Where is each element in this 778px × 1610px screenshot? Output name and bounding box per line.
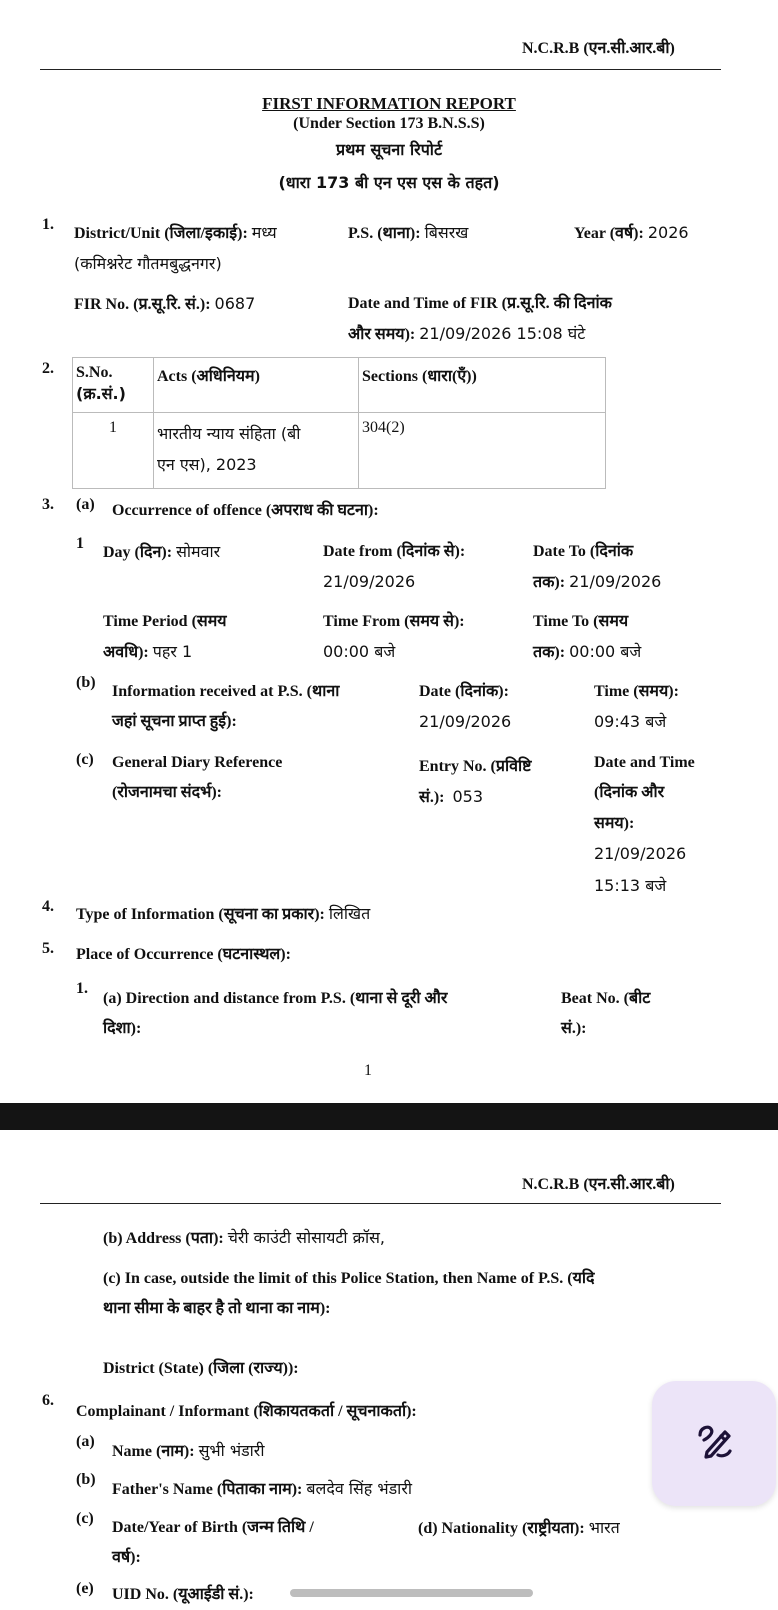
- date-from-label: Date from (दिनांक से):: [323, 543, 466, 560]
- sno-header: [73, 358, 154, 413]
- info-date-value: 21/09/2026: [419, 712, 512, 732]
- direction-distance-line1: (a) Direction and distance from P.S. (थाना से दूरी और: [103, 990, 448, 1007]
- complainant-label: Complainant / Informant (शिकायतकर्ता / सूचनाकर्ता):: [76, 1403, 417, 1420]
- table-row: [73, 413, 606, 489]
- sno-header-hi: (क्र.सं.): [76, 384, 126, 403]
- time-period-value: पहर 1: [152, 642, 193, 662]
- date-from-field: [323, 537, 465, 599]
- row-act-line1: भारतीय न्याय संहिता (बी: [157, 424, 301, 443]
- section-6-number: 6.: [42, 1392, 54, 1409]
- info-type-field: [76, 899, 370, 930]
- district-value-line2: (कमिश्नरेट गौतमबुद्धनगर): [74, 254, 222, 274]
- year-label: Year (वर्ष):: [574, 225, 644, 242]
- gd-reference-label-line1: General Diary Reference: [112, 754, 283, 771]
- direction-distance-line2: दिशा):: [103, 1020, 142, 1038]
- complainant-name-label: Name (नाम):: [112, 1443, 195, 1460]
- acts-table-header: [73, 358, 606, 413]
- time-from-label: Time From (समय से):: [323, 613, 465, 630]
- ncrb-header-page2: N.C.R.B (एन.सी.आर.बी): [522, 1176, 675, 1193]
- fir-datetime-label-line2: और समय):: [348, 326, 416, 344]
- info-date-label: Date (दिनांक):: [419, 683, 509, 700]
- fir-number-label: FIR No. (प्र.सू.रि. सं.):: [74, 296, 211, 313]
- header-rule-page2: [40, 1203, 721, 1204]
- entry-number-value: 053: [452, 787, 484, 807]
- ps-field: [348, 218, 468, 249]
- sno-header-en: S.No.: [76, 364, 113, 381]
- time-period-label: Time Period (समय: [103, 613, 227, 630]
- time-from-value: 00:00 बजे: [323, 642, 396, 662]
- fir-datetime-value: 21/09/2026 15:08 घंटे: [419, 324, 586, 344]
- year-field: [574, 218, 689, 249]
- page-number: 1: [364, 1062, 372, 1079]
- father-name-label: Father's Name (पिताका नाम):: [112, 1481, 303, 1498]
- entry-number-field: [419, 752, 532, 814]
- place-row-number: 1.: [76, 980, 88, 997]
- gd-date-value: 21/09/2026: [594, 844, 687, 864]
- direction-distance-label: [103, 984, 533, 1045]
- address-label: (b) Address (पता):: [103, 1230, 224, 1247]
- date-to-field: [533, 537, 661, 599]
- info-received-label: [112, 677, 392, 738]
- info-received-label-line2: जहां सूचना प्राप्त हुई):: [112, 713, 237, 731]
- section-6e-marker: (e): [76, 1580, 94, 1597]
- page-separator: [0, 1103, 778, 1130]
- beat-number-line2: सं.):: [561, 1020, 587, 1038]
- section-6a-marker: (a): [76, 1433, 95, 1450]
- year-value: 2026: [647, 223, 689, 242]
- outside-limit-line1: (c) In case, outside the limit of this Police Station, then Name of P.S. (यदि: [103, 1270, 595, 1287]
- info-type-value: लिखित: [328, 904, 371, 923]
- report-title-hindi: प्रथम सूचना रिपोर्ट: [335, 140, 443, 159]
- info-received-label-line1: Information received at P.S. (थाना: [112, 683, 340, 700]
- entry-number-label: Entry No. (प्रविष्टि: [419, 758, 532, 775]
- district-state-label: District (State) (जिला (राज्य)):: [103, 1360, 299, 1377]
- ps-label: P.S. (थाना):: [348, 225, 421, 242]
- row-act-line2: एन एस), 2023: [157, 455, 257, 475]
- time-to-label-line2: तक):: [533, 644, 566, 662]
- occurrence-row-number: 1: [76, 535, 84, 552]
- acts-table: [72, 357, 606, 489]
- section-3c-marker: (c): [76, 751, 94, 768]
- report-title: FIRST INFORMATION REPORT: [262, 94, 516, 113]
- gd-datetime-field: [594, 748, 695, 902]
- info-date-field: [419, 677, 511, 739]
- complainant-name-field: [112, 1436, 265, 1467]
- report-subtitle: (Under Section 173 B.N.S.S): [293, 115, 485, 132]
- section-1-number: 1.: [42, 216, 54, 233]
- section-3-number: 3.: [42, 496, 54, 513]
- time-to-value: 00:00 बजे: [569, 642, 642, 662]
- dob-label-line1: Date/Year of Birth (जन्म तिथि /: [112, 1519, 314, 1536]
- fir-number-field: [74, 289, 255, 320]
- time-period-field: [103, 607, 227, 669]
- place-of-occurrence-label: Place of Occurrence (घटनास्थल):: [76, 946, 291, 963]
- section-5-number: 5.: [42, 940, 54, 957]
- section-2-number: 2.: [42, 360, 54, 377]
- acts-header: [154, 358, 359, 413]
- info-time-field: [594, 677, 679, 739]
- time-to-label: Time To (समय: [533, 613, 629, 630]
- father-name-value: बलदेव सिंह भंडारी: [306, 1479, 413, 1498]
- beat-number-label: [561, 984, 650, 1045]
- fir-number-value: 0687: [214, 294, 256, 313]
- edit-fab-button[interactable]: [652, 1381, 776, 1506]
- gd-datetime-label-line2: (दिनांक और: [594, 784, 665, 802]
- day-field: [103, 537, 220, 568]
- date-to-value: 21/09/2026: [569, 572, 662, 592]
- time-from-field: [323, 607, 465, 669]
- row-act: [154, 413, 359, 489]
- address-field: [103, 1223, 385, 1254]
- section-3b-marker: (b): [76, 674, 96, 691]
- ps-value: बिसरख: [424, 223, 469, 242]
- date-to-label: Date To (दिनांक: [533, 543, 634, 560]
- date-from-value: 21/09/2026: [323, 572, 416, 592]
- fir-datetime-label: Date and Time of FIR (प्र.सू.रि. की दिनांक: [348, 295, 612, 312]
- dob-label-line2: वर्ष):: [112, 1549, 141, 1567]
- section-6c-marker: (c): [76, 1510, 94, 1527]
- nationality-label: (d) Nationality (राष्ट्रीयता):: [418, 1520, 585, 1537]
- beat-number-line1: Beat No. (बीट: [561, 990, 651, 1007]
- row-section: 304(2): [359, 413, 606, 489]
- nationality-field: [418, 1513, 620, 1544]
- section-4-number: 4.: [42, 898, 54, 915]
- sections-header-text: Sections (धारा(एँ)): [362, 368, 477, 385]
- gd-reference-label: [112, 748, 282, 809]
- gd-time-value: 15:13 बजे: [594, 875, 667, 895]
- date-to-label-line2: तक):: [533, 574, 566, 592]
- day-value: सोमवार: [176, 542, 221, 561]
- section-3a-marker: (a): [76, 496, 95, 513]
- horizontal-scrollbar[interactable]: [290, 1589, 533, 1597]
- gd-datetime-label-line3: समय):: [594, 814, 635, 832]
- father-name-field: [112, 1474, 412, 1505]
- header-rule: [40, 69, 721, 70]
- district-label: District/Unit (जिला/इकाई):: [74, 225, 248, 242]
- time-period-label-line2: अवधि):: [103, 644, 149, 662]
- district-field: [74, 218, 334, 281]
- info-time-value: 09:43 बजे: [594, 712, 667, 732]
- section-6b-marker: (b): [76, 1471, 96, 1488]
- row-sno: 1: [73, 413, 154, 489]
- outside-limit-line2: थाना सीमा के बाहर है तो थाना का नाम):: [103, 1300, 331, 1318]
- gd-datetime-label: Date and Time: [594, 754, 695, 771]
- info-time-label: Time (समय):: [594, 683, 679, 700]
- nationality-value: भारत: [588, 1518, 620, 1537]
- sections-header: [359, 358, 606, 413]
- gd-reference-label-line2: (रोजनामचा संदर्भ):: [112, 784, 223, 802]
- info-type-label: Type of Information (सूचना का प्रकार):: [76, 906, 325, 923]
- uid-label: UID No. (यूआईडी सं.):: [112, 1586, 254, 1603]
- time-to-field: [533, 607, 641, 669]
- entry-number-label-line2: सं.):: [419, 789, 445, 807]
- edit-pencil-icon: [690, 1417, 738, 1470]
- fir-datetime-field: [348, 289, 708, 351]
- day-label: Day (दिन):: [103, 544, 173, 561]
- address-value: चेरी काउंटी सोसायटी क्रॉस,: [227, 1228, 385, 1247]
- complainant-name-value: सुभी भंडारी: [198, 1441, 265, 1460]
- acts-header-text: Acts (अधिनियम): [157, 368, 260, 385]
- report-subtitle-hindi: (धारा 173 बी एन एस एस के तहत): [278, 173, 500, 192]
- ncrb-header: N.C.R.B (एन.सी.आर.बी): [522, 40, 675, 57]
- dob-label: [112, 1513, 314, 1574]
- occurrence-label: Occurrence of offence (अपराध की घटना):: [112, 502, 379, 519]
- district-value: मध्य: [251, 223, 277, 242]
- outside-limit-label: [103, 1264, 703, 1325]
